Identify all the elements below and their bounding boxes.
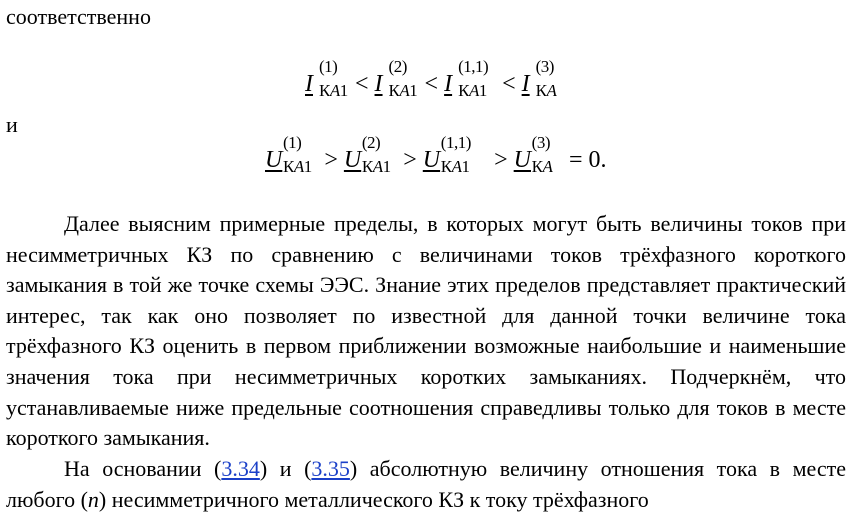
greater-than-sign: >: [403, 147, 417, 173]
less-than-sign: <: [502, 71, 516, 97]
voltage-term-4: U (3) КA: [513, 133, 553, 176]
paragraph-ratio-text-4: ) несимметричного металлического КЗ к току трёхфазного: [98, 486, 649, 512]
equation-ref-3-34[interactable]: 3.34: [221, 456, 260, 481]
intro-text: соответственно: [6, 4, 151, 29]
less-than-sign: <: [355, 71, 369, 97]
equation-currents: [305, 57, 557, 100]
voltage-term-1: U (1) КA1: [265, 133, 312, 176]
paragraph-ratio: [6, 454, 846, 515]
paragraph-limits: [6, 209, 846, 454]
less-than-sign: <: [424, 71, 439, 97]
current-term-3: I (1,1) КA1: [444, 57, 489, 100]
equation-ref-3-35[interactable]: 3.35: [311, 456, 350, 481]
equals-zero: = 0.: [569, 147, 607, 173]
paragraph-ratio-text-1: На основании (: [64, 456, 222, 481]
current-term-4: I (3) КA: [521, 57, 557, 100]
variable-n: n: [87, 486, 99, 512]
greater-than-sign: >: [494, 147, 508, 173]
current-term-1: I (1) КA1: [305, 57, 348, 100]
paragraph-ratio-text-2: ) и (: [259, 456, 312, 481]
voltage-term-3: U (1,1) КA1: [422, 133, 471, 176]
greater-than-sign: >: [324, 147, 338, 173]
and-text: и: [6, 112, 18, 137]
paragraph-limits-text: Далее выясним примерные пределы, в которых могут быть величины токов при несимметричных КЗ по сравнению с величинами токов трёхфазного короткого замыкания в той же точке схемы ЭЭС. Знание этих пределов представляет практический интерес, так как оно позволяет по известной для данной точки величине тока трёхфазного КЗ оценить в первом приближении возможные наибольшие и наименьшие значения тока при несимметричных коротких замыканиях. Подчеркнём, что устанавливаемые ниже предельные соотношения справедливы только для токов в месте короткого замыкания.: [6, 211, 846, 451]
current-term-2: I (2) КA1: [374, 57, 418, 100]
paragraph-ratio-text-3: ) абсолютную величину отношения тока в месте любого (: [6, 456, 846, 512]
voltage-term-2: U (2) КA1: [343, 133, 391, 176]
equation-voltages: [265, 133, 613, 176]
